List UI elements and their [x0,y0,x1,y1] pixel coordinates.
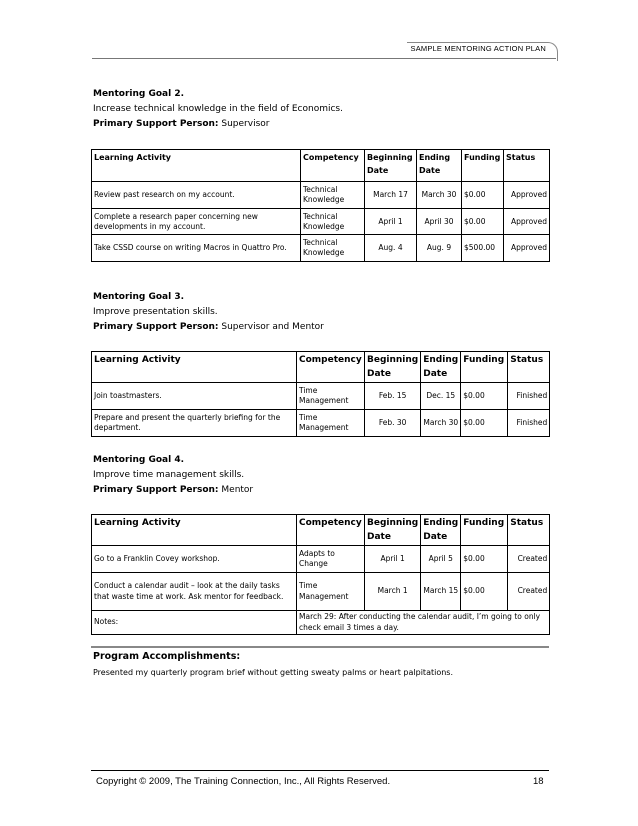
goal-4-table [91,514,550,635]
col-ending: Ending Date [421,352,461,383]
col-activity: Learning Activity [92,352,297,383]
notes-label: Notes: [92,611,297,635]
footer-copyright: Copyright © 2009, The Training Connection, Inc., All Rights Reserved. [96,776,391,787]
ending-cell: March 30 [417,182,462,209]
funding-cell: $0.00 [461,410,508,437]
competency-cell: Technical Knowledge [301,235,365,262]
competency-cell: Time Management [297,383,365,410]
goal-2-table [91,149,550,262]
activity-cell: Go to a Franklin Covey workshop. [92,546,297,573]
funding-cell: $0.00 [462,209,504,235]
status-cell: Approved [504,235,550,262]
goal-heading: Mentoring Goal 2. [93,89,185,99]
col-funding: Funding [462,150,504,182]
funding-cell: $0.00 [461,546,508,573]
funding-cell: $0.00 [461,383,508,410]
col-funding: Funding [461,352,508,383]
table-header-row [92,515,550,546]
competency-cell: Adapts to Change [297,546,365,573]
table-row [92,546,550,573]
support-label: Primary Support Person: [93,485,219,495]
col-beginning: Beginning Date [365,515,421,546]
ending-cell: April 5 [421,546,461,573]
support-value: Supervisor and Mentor [218,322,324,332]
table-row [92,209,550,235]
goal-heading: Mentoring Goal 3. [93,292,185,302]
support-label: Primary Support Person: [93,322,219,332]
funding-cell: $0.00 [461,573,508,611]
support-value: Mentor [218,485,254,495]
activity-cell: Take CSSD course on writing Macros in Quattro Pro. [92,235,301,262]
table-row [92,235,550,262]
activity-cell: Complete a research paper concerning new developments in my account. [92,209,301,235]
status-cell: Created [508,546,550,573]
table-row [92,410,550,437]
beginning-cell: March 1 [365,573,421,611]
beginning-cell: Aug. 4 [365,235,417,262]
col-beginning: Beginning Date [365,352,421,383]
beginning-cell: March 17 [365,182,417,209]
competency-cell: Technical Knowledge [301,209,365,235]
ending-cell: Aug. 9 [417,235,462,262]
competency-cell: Time Management [297,573,365,611]
funding-cell: $0.00 [462,182,504,209]
col-funding: Funding [461,515,508,546]
beginning-cell: Feb. 30 [365,410,421,437]
goal-description: Improve time management skills. [93,470,245,480]
competency-cell: Time Management [297,410,365,437]
col-activity: Learning Activity [92,150,301,182]
table-row [92,182,550,209]
ending-cell: March 15 [421,573,461,611]
goal-2-section [93,87,343,132]
activity-cell: Conduct a calendar audit – look at the daily tasks that waste time at work. Ask mentor for feedback. [92,573,297,611]
goal-3-table [91,351,550,437]
table-header-row [92,150,550,182]
page-number: 18 [533,776,544,787]
activity-cell: Review past research on my account. [92,182,301,209]
page-header [92,40,556,68]
status-cell: Finished [508,410,550,437]
funding-cell: $500.00 [462,235,504,262]
activity-cell: Join toastmasters. [92,383,297,410]
header-title: SAMPLE MENTORING ACTION PLAN [410,44,546,53]
col-status: Status [504,150,550,182]
col-competency: Competency [301,150,365,182]
goal-description: Improve presentation skills. [93,307,218,317]
ending-cell: Dec. 15 [421,383,461,410]
support-label: Primary Support Person: [93,119,219,129]
beginning-cell: April 1 [365,209,417,235]
accomplishments-text: Presented my quarterly program brief without getting sweaty palms or heart palpitations. [93,668,454,677]
col-ending: Ending Date [417,150,462,182]
table-header-row [92,352,550,383]
table-row [92,383,550,410]
status-cell: Finished [508,383,550,410]
notes-row [92,611,550,635]
beginning-cell: Feb. 15 [365,383,421,410]
ending-cell: March 30 [421,410,461,437]
col-ending: Ending Date [421,515,461,546]
ending-cell: April 30 [417,209,462,235]
accomplishments-rule [91,646,549,648]
support-value: Supervisor [218,119,270,129]
notes-value: March 29: After conducting the calendar audit, I’m going to only check email 3 times a day. [297,611,550,635]
col-beginning: Beginning Date [365,150,417,182]
col-status: Status [508,352,550,383]
header-rule [92,58,556,59]
status-cell: Approved [504,209,550,235]
activity-cell: Prepare and present the quarterly briefing for the department. [92,410,297,437]
col-competency: Competency [297,352,365,383]
footer-rule [91,770,549,771]
goal-description: Increase technical knowledge in the field of Economics. [93,104,343,114]
accomplishments-title: Program Accomplishments: [93,651,241,662]
table-row [92,573,550,611]
goal-3-section [93,290,324,335]
status-cell: Created [508,573,550,611]
status-cell: Approved [504,182,550,209]
goal-heading: Mentoring Goal 4. [93,455,185,465]
beginning-cell: April 1 [365,546,421,573]
competency-cell: Technical Knowledge [301,182,365,209]
col-competency: Competency [297,515,365,546]
col-status: Status [508,515,550,546]
col-activity: Learning Activity [92,515,297,546]
goal-4-section [93,453,253,498]
